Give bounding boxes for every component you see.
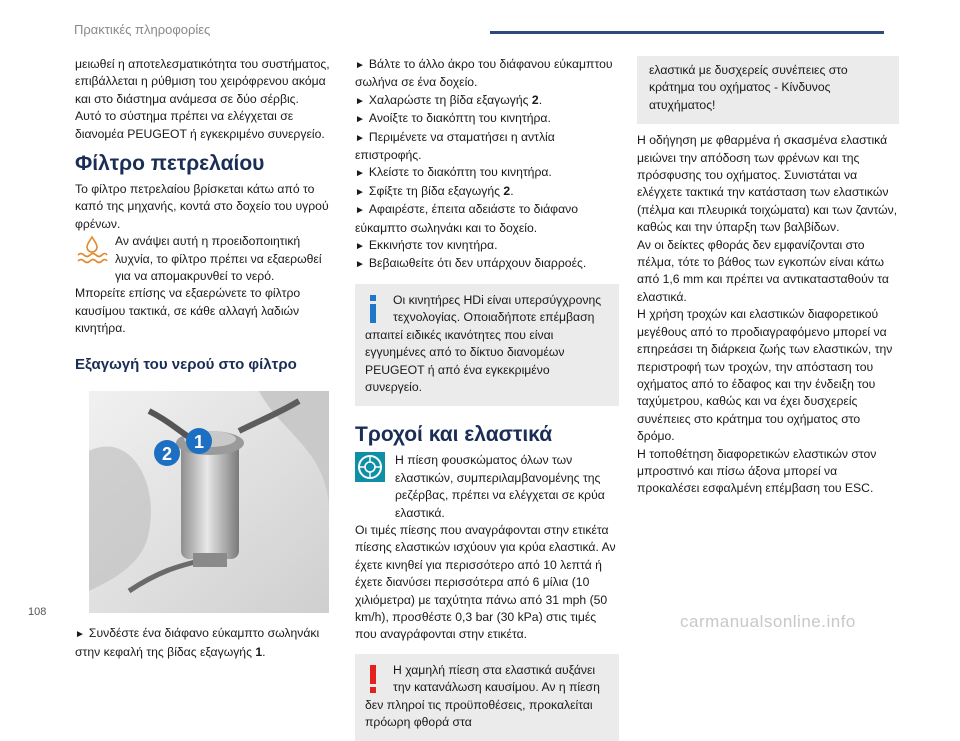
- warning-note-continued-text: ελαστικά με δυσχερείς συνέπειες στο κράτημα του οχήματος - Κίνδυνος ατυχήματος!: [649, 63, 848, 112]
- photo-label-1: 1: [193, 432, 205, 453]
- lamp-paragraph: [75, 233, 337, 285]
- section-header: Πρακτικές πληροφορίες: [74, 22, 211, 37]
- water-in-fuel-icon: [75, 233, 109, 267]
- step-connect-hose: ► Συνδέστε ένα διάφανο εύκαμπτο σωληνάκι στην κεφαλή της βίδας εξαγωγής 1.: [75, 626, 320, 659]
- tyre-cold-text: Η πίεση φουσκώματος όλων των ελαστικών, συμπεριλαμβανομένης της ρεζέρβας, πρέπει να ελέγχεται σε κρύα ελαστικά.: [395, 453, 605, 520]
- column-3: [637, 56, 899, 498]
- tyre-wear-text: Η οδήγηση με φθαρμένα ή σκασμένα ελαστικά μειώνει την απόδοση των φρένων και της πρόσφυσης του οχήματος. Συνιστάται να ελέγχετε τακτικά την κατάσταση των ελαστικών (πέλμα και πλευρικά τοιχώματα) και των ζαντών, καθώς και την ύπαρξη των βαλβίδων.: [637, 133, 898, 235]
- drain-step: ► Βεβαιωθείτε ότι δεν υπάρχουν διαρροές.: [355, 256, 587, 271]
- drain-step: ► Αφαιρέστε, έπειτα αδειάστε το διάφανο εύκαμπτο σωληνάκι και το δοχείο.: [355, 202, 578, 235]
- bleed-text: Μπορείτε επίσης να εξαερώνετε το φίλτρο καυσίμου τακτικά, σε κάθε αλλαγή λαδιών κινητήρα.: [75, 286, 301, 336]
- header-rule: [490, 31, 884, 34]
- bullet-arrow-icon: ►: [355, 60, 365, 71]
- fuel-filter-photo: [89, 391, 329, 613]
- bullet-arrow-icon: ►: [355, 132, 365, 144]
- bullet-arrow-icon: ►: [355, 95, 365, 107]
- heading-drain: Εξαγωγή του νερού στο φίλτρο: [75, 355, 297, 373]
- warning-note: [355, 654, 619, 741]
- warning-note-text: Η χαμηλή πίεση στα ελαστικά αυξάνει την κατανάλωση καυσίμου. Αν η πίεση δεν πληροί τις προϋποθέσεις, προκαλείται πρόωρη φθορά στα: [365, 662, 600, 729]
- drain-step: ► Ανοίξτε το διακόπτη του κινητήρα.: [355, 111, 551, 126]
- drain-step: ► Χαλαρώστε τη βίδα εξαγωγής 2.: [355, 92, 543, 107]
- bullet-arrow-icon: ►: [75, 629, 85, 641]
- warning-note-continued: [637, 56, 899, 124]
- drain-steps: [355, 56, 619, 274]
- tyre-label-text: Οι τιμές πίεσης που αναγράφονται στην ετικέτα πίεσης ελαστικών ισχύουν για κρύα ελαστικά. Αν έχετε κινηθεί για περισσότερο από 10 λεπτά ή έχετε διανύσει περισσότερα από 6 μίλια (10 χιλιόμετρα) με ταχύτητα πάνω από 31 mph (50 km/h), προσθέστε 0,3 bar (30 kPa) στις τιμές που αναγράφονται στην ετικέτα.: [355, 522, 616, 642]
- drain-step: ► Κλείστε το διακόπτη του κινητήρα.: [355, 165, 552, 180]
- bullet-arrow-icon: ►: [355, 241, 365, 253]
- info-note: [355, 284, 619, 406]
- drain-step: ► Εκκινήστε τον κινητήρα.: [355, 238, 498, 253]
- info-icon: [365, 294, 381, 324]
- heading-tyres: Τροχοί και ελαστικά: [355, 423, 553, 447]
- tyre-size-text: Η χρήση τροχών και ελαστικών διαφορετικού μεγέθους από το προδιαγραφόμενο μπορεί να επηρεάσει τη διάρκεια ζωής των ελαστικών, την περιστροφή των τροχών, την απόσταση του οχήματος από το έδαφος και την ένδειξη του ταχύμετρου, καθώς και να έχει δυσχερείς συνέπειες στο κράτημα του οχήματος στο δρόμο.: [637, 307, 893, 444]
- drain-step: ► Βάλτε το άλλο άκρο του διάφανου εύκαμπτου σωλήνα σε ένα δοχείο.: [355, 57, 613, 90]
- photo-label-2: 2: [161, 444, 173, 465]
- brake-intro: μειωθεί η αποτελεσματικότητα του συστήματος, επιβάλλεται η ρύθμιση του χειρόφρενου ακόμα και στο διάστημα ανάμεσα σε δύο σέρβις.: [75, 57, 330, 106]
- tyre-pressure-paragraph: [355, 452, 619, 522]
- bullet-arrow-icon: ►: [355, 168, 365, 180]
- axle-tyres-text: Η τοποθέτηση διαφορετικών ελαστικών στον μπροστινό και πίσω άξονα μπορεί να προκαλέσει εσφαλμένη επέμβαση του ESC.: [637, 446, 877, 496]
- tyre-icon: [355, 452, 389, 486]
- bullet-arrow-icon: ►: [355, 186, 365, 198]
- bullet-arrow-icon: ►: [355, 259, 365, 271]
- fuel-filter-location: Το φίλτρο πετρελαίου βρίσκεται κάτω από το καπό της μηχανής, κοντά στο δοχείο του υγρού φρένων.: [75, 182, 329, 231]
- bullet-arrow-icon: ►: [355, 114, 365, 126]
- info-note-text: Οι κινητήρες HDi είναι υπερσύγχρονης τεχνολογίας. Οποιαδήποτε επέμβαση απαιτεί ειδικές ικανότητες που είναι εγγυημένες από το δίκτυο διανομέων PEUGEOT ή από ένα εγκεκριμένο συνεργείο.: [365, 292, 602, 394]
- lamp-text: Αν ανάψει αυτή η προειδοποιητική λυχνία, το φίλτρο πρέπει να εξαερωθεί για να απομακρυνθεί το νερό.: [115, 234, 322, 284]
- wear-indicator-text: Αν οι δείκτες φθοράς δεν εμφανίζονται στο πέλμα, τότε το βάθος των εγκοπών είναι κάτω από 1,6 mm και πρέπει να αντικατασταθούν τα ελαστικά.: [637, 237, 889, 304]
- bullet-arrow-icon: ►: [355, 205, 365, 217]
- column-1: [75, 56, 337, 661]
- watermark: carmanualsonline.info: [680, 612, 856, 631]
- drain-step: ► Σφίξτε τη βίδα εξαγωγής 2.: [355, 183, 514, 198]
- drain-step: ► Περιμένετε να σταματήσει η αντλία επιστροφής.: [355, 129, 555, 163]
- warning-icon: [365, 664, 381, 694]
- page-number: 108: [28, 606, 47, 618]
- brake-check: Αυτό το σύστημα πρέπει να ελέγχεται σε διανομέα PEUGEOT ή εγκεκριμένο συνεργείο.: [75, 109, 325, 141]
- column-2: [355, 56, 619, 741]
- heading-fuel-filter: Φίλτρο πετρελαίου: [75, 152, 265, 176]
